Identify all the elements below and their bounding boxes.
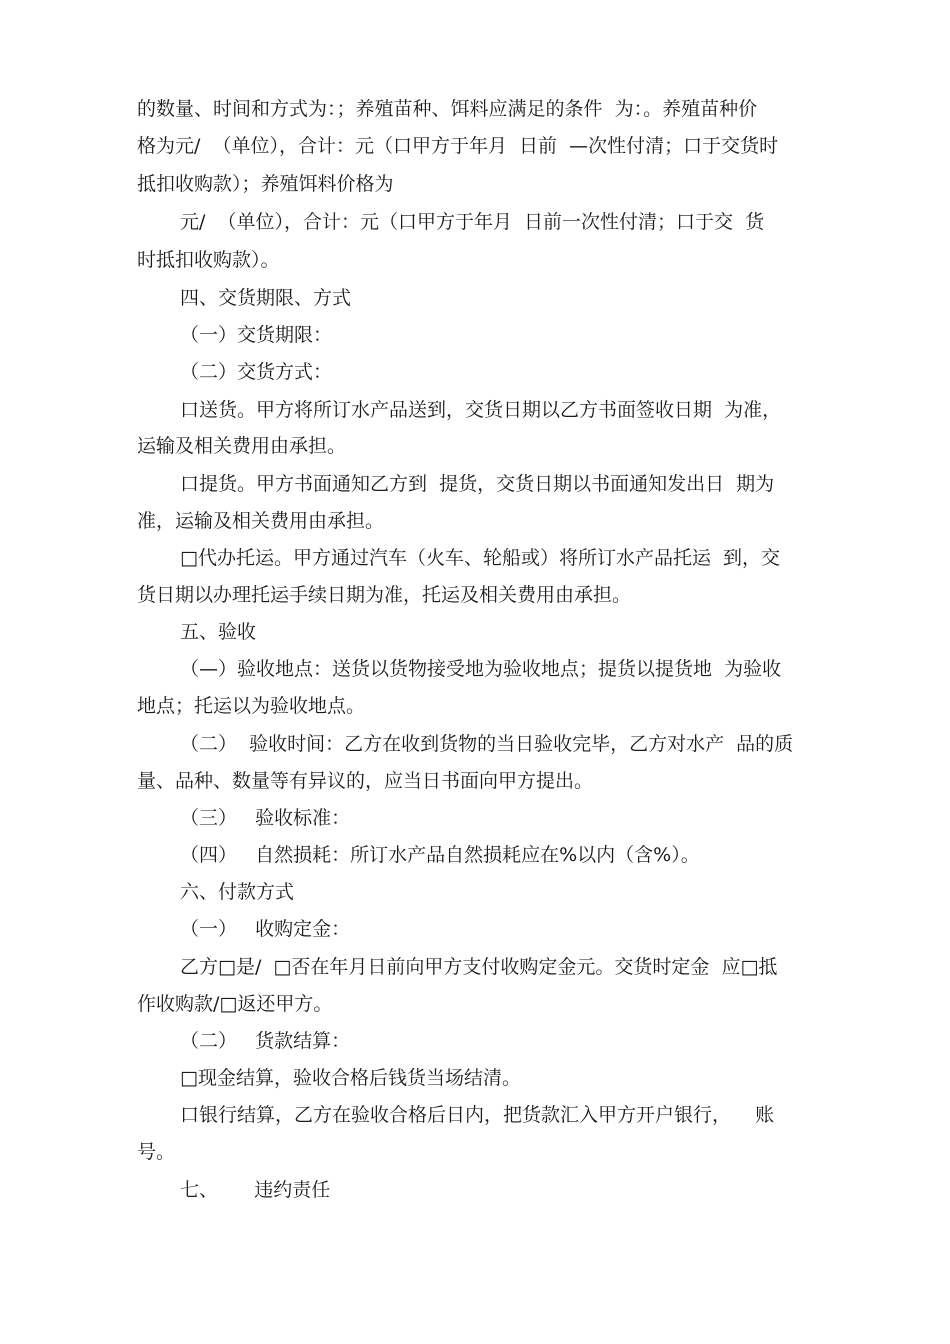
- text-line: 格为元/ （单位），合计：元（口甲方于年月 日前 —次性付清；口于交货时: [137, 135, 779, 157]
- text-line: □代办托运。甲方通过汽车（火车、轮船或）将所订水产品托运 到，交: [180, 547, 781, 569]
- text-line: 量、品种、数量等有异议的，应当日书面向甲方提出。: [137, 770, 594, 792]
- subsection-heading: （一） 收购定金：: [180, 918, 351, 940]
- text-line: （二） 验收时间：乙方在收到货物的当日验收完毕，乙方对水产 品的质: [180, 733, 794, 755]
- text-line: 地点；托运以为验收地点。: [137, 695, 366, 717]
- text-line: （—）验收地点：送货以货物接受地为验收地点；提货以提货地 为验收: [180, 658, 782, 680]
- text-line: 乙方□是/ □否在年月日前向甲方支付收购定金元。交货时定金 应□抵: [180, 956, 778, 978]
- text-line: 的数量、时间和方式为：；养殖苗种、饵料应满足的条件 为：。养殖苗种价: [137, 98, 758, 120]
- text-line: 运输及相关费用由承担。: [137, 435, 347, 457]
- subsection-heading: （二）交货方式：: [180, 361, 333, 383]
- text-line: □现金结算，验收合格后钱货当场结清。: [180, 1067, 521, 1089]
- text-line: （四） 自然损耗：所订水产品自然损耗应在%以内（含%）。: [180, 844, 700, 866]
- text-line: 口送货。甲方将所订水产品送到，交货日期以乙方书面签收日期 为准，: [180, 399, 782, 421]
- text-line: 元/ （单位），合计：元（口甲方于年月 日前一次性付清；口于交 货: [180, 211, 765, 233]
- text-line: 准，运输及相关费用由承担。: [137, 510, 385, 532]
- section-heading: 四、交货期限、方式: [180, 287, 352, 309]
- text-line: 抵扣收购款）；养殖饵料价格为: [137, 173, 394, 195]
- text-line: 作收购款/□返还甲方。: [137, 993, 333, 1015]
- text-line: 号。: [137, 1141, 176, 1163]
- subsection-heading: （三） 验收标准：: [180, 807, 351, 829]
- text-line: 货日期以办理托运手续日期为准，托运及相关费用由承担。: [137, 584, 632, 606]
- text-line: 口提货。甲方书面通知乙方到 提货，交货日期以书面通知发出日 期为: [180, 473, 775, 495]
- subsection-heading: （二） 货款结算：: [180, 1030, 351, 1052]
- text-line: 口银行结算，乙方在验收合格后日内，把货款汇入甲方开户银行， 账: [180, 1104, 775, 1126]
- section-heading: 六、付款方式: [180, 881, 295, 903]
- subsection-heading: （一）交货期限：: [180, 324, 333, 346]
- section-heading: 七、 违约责任: [180, 1179, 331, 1201]
- text-line: 时抵扣收购款）。: [137, 249, 280, 271]
- section-heading: 五、验收: [180, 621, 257, 643]
